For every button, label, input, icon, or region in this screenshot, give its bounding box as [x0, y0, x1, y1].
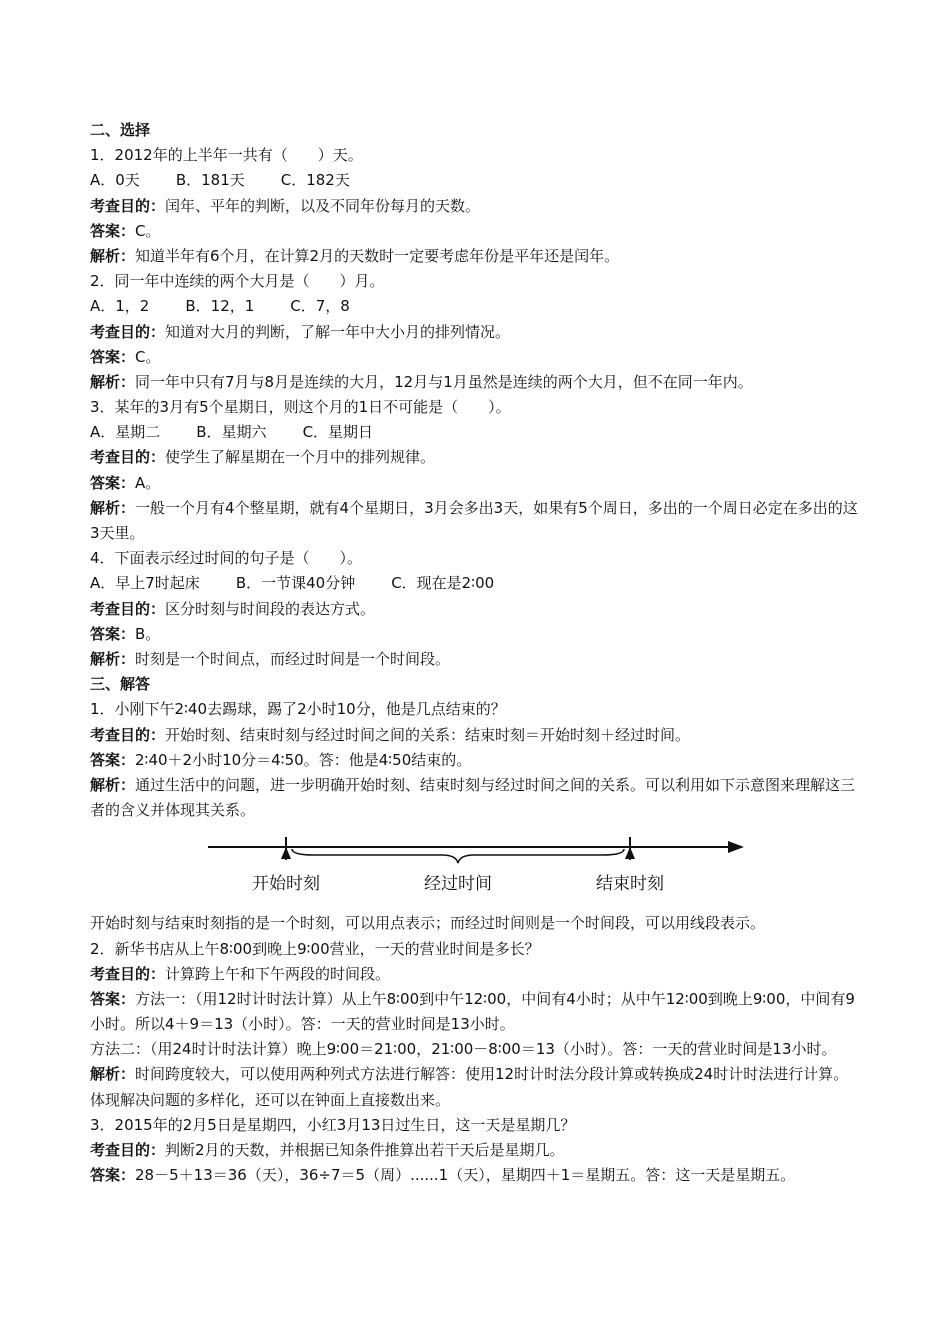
choice-4-answer — [90, 622, 862, 647]
purpose-label: 考查目的： — [90, 1141, 166, 1160]
analysis-text: 一般一个月有4个整星期，就有4个星期日，3月会多出3天，如果有5个周日，多出的一个周日必定在多出的这3天里。 — [90, 498, 858, 543]
choice-4-analysis — [90, 647, 862, 672]
answer-label: 答案： — [90, 624, 136, 643]
answer-label: 答案： — [90, 1166, 136, 1185]
choice-3-purpose — [90, 445, 862, 470]
timeline-arrow-head — [728, 841, 744, 853]
solve-1-stem: 1．小刚下午2∶40去踢球，踢了2小时10分，他是几点结束的？ — [90, 700, 506, 719]
answer-label: 答案： — [90, 221, 136, 240]
solve-3-answer — [90, 1163, 862, 1188]
choice-1-option-c: C．182天 — [280, 171, 350, 190]
analysis-label: 解析： — [90, 1065, 136, 1084]
timeline-svg — [204, 823, 749, 903]
analysis-text: 同一年中只有7月与8月是连续的大月，12月与1月虽然是连续的两个大月，但不在同一年内。 — [135, 372, 753, 391]
choice-1-answer — [90, 219, 862, 244]
choice-2-options — [90, 294, 862, 319]
purpose-text: 使学生了解星期在一个月中的排列规律。 — [165, 448, 436, 467]
purpose-text: 计算跨上午和下午两段的时间段。 — [165, 964, 391, 983]
choice-2-purpose — [90, 320, 862, 345]
solve-2-answer-method-1 — [90, 987, 862, 1037]
analysis-label: 解析： — [90, 498, 136, 517]
solve-2-purpose — [90, 962, 862, 987]
answer-text: 2∶40＋2小时10分＝4∶50。答：他是4∶50结束的。 — [135, 750, 472, 769]
choice-2-option-b: B．12，1 — [185, 297, 255, 316]
choice-4-stem: 4．下面表示经过时间的句子是（ ）。 — [90, 549, 363, 568]
choice-1-option-b: B．181天 — [175, 171, 245, 190]
answer-text: C。 — [135, 221, 161, 240]
end-label: 结束时刻 — [596, 874, 664, 895]
analysis-label: 解析： — [90, 649, 136, 668]
purpose-label: 考查目的： — [90, 322, 166, 341]
analysis-text: 知道半年有6个月，在计算2月的天数时一定要考虑年份是平年还是闰年。 — [135, 246, 620, 265]
purpose-text: 判断2月的天数，并根据已知条件推算出若干天后是星期几。 — [165, 1141, 565, 1160]
choice-2-stem: 2．同一年中连续的两个大月是（ ）月。 — [90, 272, 385, 291]
section-heading-solve: 三、解答 — [90, 675, 151, 694]
analysis-label: 解析： — [90, 372, 136, 391]
start-pointer — [281, 847, 291, 859]
choice-2-option-c: C．7，8 — [290, 297, 350, 316]
answer-label: 答案： — [90, 347, 136, 366]
purpose-label: 考查目的： — [90, 725, 166, 744]
solve-2-stem: 2．新华书店从上午8∶00到晚上9∶00营业，一天的营业时间是多长？ — [90, 939, 540, 958]
choice-1-stem: 1．2012年的上半年一共有（ ）天。 — [90, 146, 363, 165]
solve-2-analysis — [90, 1062, 862, 1112]
choice-4-options — [90, 571, 862, 596]
section-heading-choice: 二、选择 — [90, 121, 151, 139]
purpose-text: 区分时刻与时间段的表达方式。 — [165, 599, 376, 618]
answer-text: 28－5＋13＝36（天），36÷7＝5（周）......1（天），星期四＋1＝星期五。答：这一天是星期五。 — [135, 1166, 796, 1185]
choice-1-analysis — [90, 244, 862, 269]
solve-3-stem: 3．2015年的2月5日是星期四，小红3月13日过生日，这一天是星期几？ — [90, 1115, 576, 1134]
choice-2-answer — [90, 345, 862, 370]
choice-1-purpose — [90, 194, 862, 219]
solve-1-answer — [90, 748, 862, 773]
purpose-text: 闰年、平年的判断，以及不同年份每月的天数。 — [165, 196, 481, 215]
choice-4-option-c: C．现在是2∶00 — [391, 574, 495, 593]
end-pointer — [625, 847, 635, 859]
duration-label: 经过时间 — [424, 874, 492, 895]
answer-text: 方法一：（用12时计时法计算）从上午8∶00到中午12∶00，中间有4小时；从中午12∶00到晚上9∶00，中间有9小时。所以4＋9＝13（小时）。答：一天的营业时间是13小时。 — [90, 989, 855, 1034]
choice-2-option-a: A．1，2 — [90, 297, 150, 316]
choice-3-option-a: A．星期二 — [90, 423, 161, 442]
choice-1-option-a: A．0天 — [90, 171, 140, 190]
duration-brace — [292, 849, 624, 863]
answer-text: A。 — [135, 473, 161, 492]
start-label: 开始时刻 — [252, 874, 320, 895]
purpose-label: 考查目的： — [90, 448, 166, 467]
solve-1-purpose — [90, 723, 862, 748]
answer-label: 答案： — [90, 989, 136, 1008]
purpose-label: 考查目的： — [90, 196, 166, 215]
analysis-text: 通过生活中的问题，进一步明确开始时刻、结束时刻与经过时间之间的关系。可以利用如下示意图来理解这三者的含义并体现其关系。 — [90, 775, 856, 820]
solve-1-note: 开始时刻与结束时刻指的是一个时刻，可以用点表示；而经过时间则是一个时间段，可以用线段表示。 — [90, 914, 766, 933]
choice-4-purpose — [90, 597, 862, 622]
answer-text: C。 — [135, 347, 161, 366]
choice-3-option-c: C．星期日 — [302, 423, 374, 442]
purpose-label: 考查目的： — [90, 599, 166, 618]
choice-2-analysis — [90, 370, 862, 395]
timeline-diagram — [90, 823, 862, 911]
answer-label: 答案： — [90, 473, 136, 492]
choice-1-options — [90, 168, 862, 193]
answer-label: 答案： — [90, 750, 136, 769]
purpose-text: 开始时刻、结束时刻与经过时间之间的关系：结束时刻＝开始时刻＋经过时间。 — [165, 725, 691, 744]
document-content — [90, 118, 862, 1188]
analysis-text: 时刻是一个时间点，而经过时间是一个时间段。 — [135, 649, 451, 668]
choice-3-analysis — [90, 496, 862, 546]
purpose-label: 考查目的： — [90, 964, 166, 983]
choice-3-answer — [90, 471, 862, 496]
choice-3-option-b: B．星期六 — [196, 423, 267, 442]
choice-4-option-a: A．早上7时起床 — [90, 574, 200, 593]
choice-3-stem: 3．某年的3月有5个星期日，则这个月的1日不可能是（ ）。 — [90, 398, 511, 417]
choice-4-option-b: B．一节课40分钟 — [235, 574, 356, 593]
analysis-label: 解析： — [90, 775, 136, 794]
solve-2-answer-method-2: 方法二：（用24时计时法计算）晚上9∶00＝21∶00，21∶00－8∶00＝13（小时）。答：一天的营业时间是13小时。 — [90, 1040, 837, 1059]
solve-3-purpose — [90, 1138, 862, 1163]
analysis-label: 解析： — [90, 246, 136, 265]
answer-text: B。 — [135, 624, 161, 643]
choice-3-options — [90, 420, 862, 445]
purpose-text: 知道对大月的判断，了解一年中大小月的排列情况。 — [165, 322, 511, 341]
solve-1-analysis — [90, 773, 862, 823]
analysis-text: 时间跨度较大，可以使用两种列式方法进行解答：使用12时计时法分段计算或转换成24时计时法进行计算。体现解决问题的多样化，还可以在钟面上直接数出来。 — [90, 1065, 849, 1109]
